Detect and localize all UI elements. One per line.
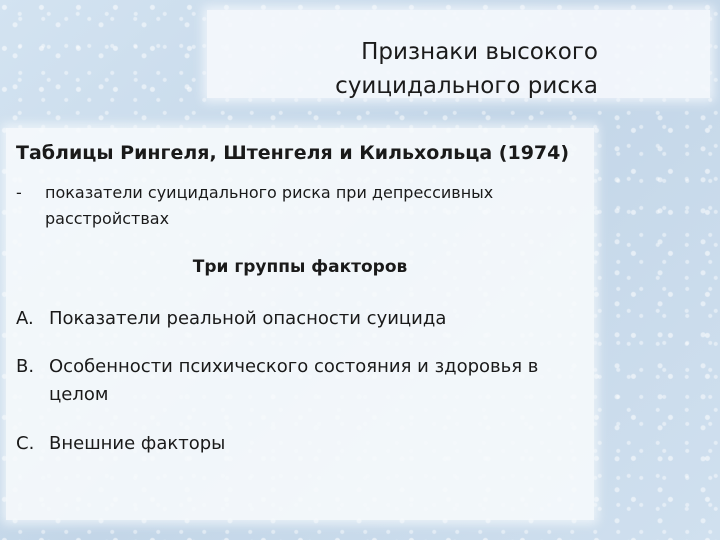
list-item-b (16, 353, 588, 409)
slide-title-line-2: суицидального риска (335, 73, 598, 100)
list-text-a: Показатели реальной опасности суицида (49, 308, 447, 329)
list-marker-c: C. (16, 433, 35, 454)
slide-title (207, 35, 710, 103)
dash-bullet: - (16, 183, 22, 202)
list-text-c: Внешние факторы (49, 433, 226, 454)
list-text-b: Особенности психического состояния и здоровья в целом (49, 356, 539, 405)
slide-title-line-1: Признаки высокого (361, 39, 598, 66)
risk-indicators-note (16, 180, 586, 232)
factor-groups-title: Три группы факторов (192, 257, 408, 277)
list-item-a (16, 305, 588, 333)
list-marker-b: B. (16, 356, 35, 377)
title-panel (207, 10, 710, 98)
list-item-c (16, 430, 588, 458)
list-marker-a: A. (16, 308, 34, 329)
risk-indicators-text: показатели суицидального риска при депрессивных расстройствах (45, 183, 494, 228)
tables-heading: Таблицы Рингеля, Штенгеля и Кильхольца (1974) (16, 142, 570, 164)
content-panel (6, 128, 594, 520)
